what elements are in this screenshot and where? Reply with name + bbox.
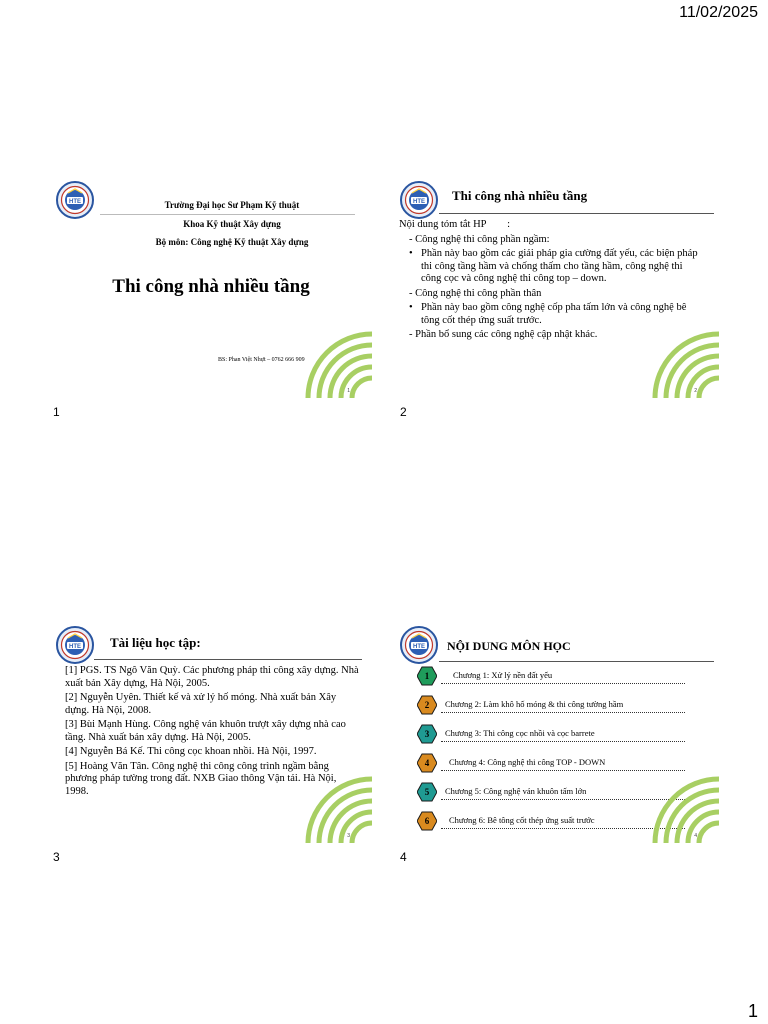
chapter-item[interactable] xyxy=(417,724,713,744)
chapter-item[interactable] xyxy=(417,695,713,715)
chapter-number: 5 xyxy=(424,787,430,797)
slide-index: 2 xyxy=(694,388,697,394)
slide-title: Thi công nhà nhiều tầng xyxy=(452,188,588,203)
slide-3[interactable] xyxy=(50,626,372,843)
decorative-arcs xyxy=(639,326,719,398)
slide-2[interactable] xyxy=(397,181,719,398)
section-ngam: - Công nghệ thi công phần ngầm: xyxy=(409,233,550,245)
chapter-label: Chương 2: Làm khô hố móng & thi công tường hầm xyxy=(445,699,624,709)
decorative-arcs xyxy=(292,326,372,398)
decorative-arcs xyxy=(292,771,372,843)
slide-title: Thi công nhà nhiều tầng xyxy=(112,276,310,297)
chapter-item[interactable] xyxy=(417,666,713,686)
university-logo xyxy=(400,626,438,664)
reference-item: [1] PGS. TS Ngô Văn Quỳ. Các phương pháp thi công xây dựng. Nhà xuất bản Xây dựng, Hà Nội, 2005. xyxy=(65,665,359,689)
decorative-arcs xyxy=(639,771,719,843)
slide-index: 3 xyxy=(347,833,350,839)
chapter-number: 4 xyxy=(424,758,430,768)
university-logo xyxy=(56,626,94,664)
chapter-label: Chương 1: Xử lý nền đất yếu xyxy=(453,670,553,680)
chapter-number: 2 xyxy=(424,700,430,710)
bullet-text: Phần này bao gồm các giải pháp gia cường đất yếu, các biện pháp thi công tầng hầm và chống thấm cho tầng hầm, công nghệ thi công cọc và công nghệ thi công top – down. xyxy=(421,248,698,284)
divider xyxy=(439,661,714,662)
institution-name: Trường Đại học Sư Phạm Kỹ thuật xyxy=(164,200,300,210)
slide-index: 4 xyxy=(694,833,697,839)
slide-number-1: 1 xyxy=(53,405,60,419)
intro-line: Nội dung tóm tắt HP : xyxy=(399,219,511,230)
university-logo xyxy=(56,181,94,219)
author-info: BS: Phan Việt Nhựt – 0762 666 909 xyxy=(218,357,305,363)
faculty-name: Khoa Kỹ thuật Xây dựng xyxy=(183,219,281,229)
reference-item: [5] Hoàng Văn Tân. Công nghệ thi công công trình ngầm bằng phương pháp tường trong đất. NXB Giao thông Vận tải. Hà Nội, 1998. xyxy=(65,760,337,797)
page-number: 1 xyxy=(747,1001,758,1021)
divider xyxy=(439,213,714,214)
slide-body xyxy=(399,219,703,344)
reference-item: [3] Bùi Mạnh Hùng. Công nghệ ván khuôn trượt xây dựng nhà cao tầng. Nhà xuất bản xây dựng. Hà Nội, 2005. xyxy=(65,719,346,743)
chapter-number: 1 xyxy=(424,671,430,681)
dotted-leader xyxy=(441,741,685,742)
section-than: - Công nghệ thi công phần thân xyxy=(409,287,542,299)
bullet-text: Phần này bao gồm công nghệ cốp pha tấm lớn và công nghệ bê tông cốt thép ứng suất trước. xyxy=(421,302,687,326)
bullet-dot-icon: • xyxy=(409,302,413,313)
chapter-number: 6 xyxy=(424,816,430,826)
dotted-leader xyxy=(441,712,685,713)
reference-item: [4] Nguyễn Bá Kế. Thi công cọc khoan nhồi. Hà Nội, 1997. xyxy=(65,746,317,757)
divider xyxy=(100,214,355,215)
slide-number-3: 3 xyxy=(53,850,60,864)
chapter-label: Chương 3: Thi công cọc nhồi và cọc barrete xyxy=(445,728,595,738)
slide-4[interactable] xyxy=(397,626,719,843)
slide-1[interactable] xyxy=(50,181,372,398)
dotted-leader xyxy=(441,683,685,684)
chapter-label: Chương 6: Bê tông cốt thép ứng suất trước xyxy=(449,815,595,825)
slide-title: NỘI DUNG MÔN HỌC xyxy=(447,639,571,653)
chapter-item[interactable] xyxy=(417,753,713,773)
section-bo-sung: - Phần bổ sung các công nghệ cập nhật khác. xyxy=(409,329,598,340)
reference-item: [2] Nguyễn Uyên. Thiết kế và xử lý hố móng. Nhà xuất bản Xây dựng. Hà Nội, 2008. xyxy=(65,692,337,716)
bullet-dot-icon: • xyxy=(409,248,413,259)
slide-title: Tài liệu học tập: xyxy=(110,635,201,650)
slide-number-2: 2 xyxy=(400,405,407,419)
chapter-label: Chương 5: Công nghệ ván khuôn tấm lớn xyxy=(445,786,587,796)
slide-number-4: 4 xyxy=(400,850,407,864)
department-name: Bộ môn: Công nghệ Kỹ thuật Xây dựng xyxy=(155,237,309,247)
chapter-number: 3 xyxy=(424,729,430,739)
divider xyxy=(94,659,362,660)
slide-index: 1 xyxy=(347,388,350,394)
university-logo xyxy=(400,181,438,219)
header-date: 11/02/2025 xyxy=(679,4,758,21)
chapter-label: Chương 4: Công nghệ thi công TOP - DOWN xyxy=(449,757,606,767)
